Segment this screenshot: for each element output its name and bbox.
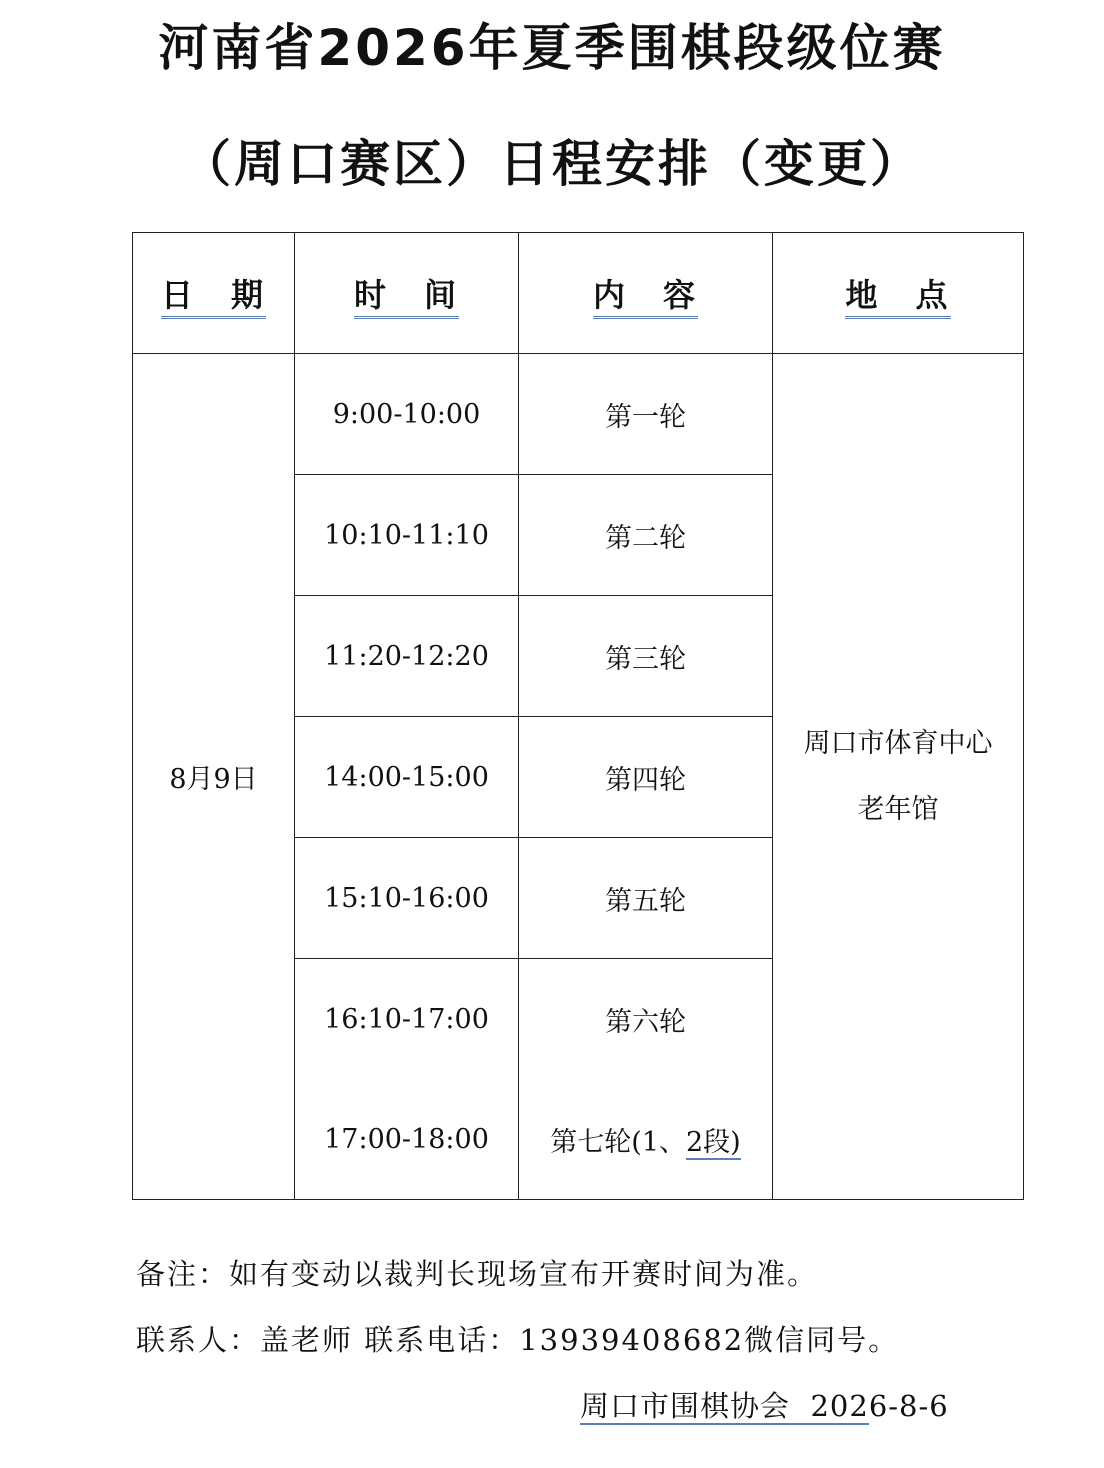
content-cell: 第四轮: [519, 717, 773, 838]
signature-org: 周口市围棋协会 202: [580, 1389, 869, 1423]
document-title-line1: 河南省2026年夏季围棋段级位赛: [158, 19, 946, 77]
venue-cell: [773, 354, 1024, 1200]
content-cell: 第三轮: [519, 596, 773, 717]
contact-note: 联系人：盖老师 联系电话：13939408682微信同号。: [136, 1323, 900, 1357]
content-cell: 第五轮: [519, 838, 773, 959]
document-title-line2: （周口赛区）日程安排（变更）: [181, 135, 923, 193]
venue-line1: 周口市体育中心: [803, 727, 993, 759]
time-cell: 9:00-10:00: [295, 354, 519, 475]
venue-line2: 老年馆: [857, 793, 939, 825]
time-cell: 16:10-17:00: [295, 959, 519, 1080]
signature: [580, 1384, 949, 1425]
content-cell: 第六轮: [519, 959, 773, 1080]
header-date: 日 期: [133, 233, 295, 354]
content-cell: 第一轮: [519, 354, 773, 475]
content-cell: 第七轮(1、2段): [519, 1079, 773, 1200]
date-cell: 8月9日: [133, 354, 295, 1200]
time-cell: 17:00-18:00: [295, 1079, 519, 1200]
time-cell: 14:00-15:00: [295, 717, 519, 838]
table-header-row: [133, 233, 1024, 354]
time-cell: 15:10-16:00: [295, 838, 519, 959]
schedule-table: [132, 232, 1024, 1200]
table-row: [133, 354, 1024, 475]
header-time: 时 间: [295, 233, 519, 354]
header-content: 内 容: [519, 233, 773, 354]
remark-note: 备注：如有变动以裁判长现场宣布开赛时间为准。: [136, 1257, 819, 1291]
signature-date: 6-8-6: [868, 1389, 949, 1423]
content-cell: 第二轮: [519, 475, 773, 596]
header-venue: 地 点: [773, 233, 1024, 354]
time-cell: 11:20-12:20: [295, 596, 519, 717]
time-cell: 10:10-11:10: [295, 475, 519, 596]
